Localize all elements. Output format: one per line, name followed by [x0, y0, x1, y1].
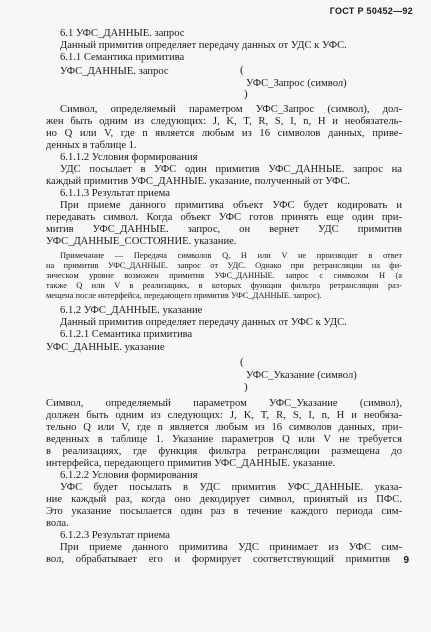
text-line: При приеме данного примитива объект УФС будет кодировать и	[60, 200, 402, 211]
text-line: тельно Q или V, где n является любым из 16 символов данных, при-	[46, 422, 402, 433]
text-line: Символ, определяемый параметром УФС_Запрос (символ), дол-	[60, 104, 402, 115]
text-line: вол, обрабатывает его и формирует соответствующий примитив	[46, 554, 390, 565]
text-line: денных в таблице 1.	[46, 140, 137, 151]
section-6-1-2-heading: 6.1.2 УФС_ДАННЫЕ. указание	[60, 305, 203, 316]
text-line: При приеме данного примитива УДС принимает из УФС сим-	[60, 542, 402, 553]
standard-header: ГОСТ Р 50452—92	[329, 6, 413, 16]
text-line: Данный примитив определяет передачу данных от УДС к УФС.	[60, 40, 347, 51]
open-paren: (	[240, 356, 244, 368]
text-line: митив УФС_ДАННЫЕ. запрос, он вернет УДС примитив	[46, 224, 402, 235]
subsection-heading: 6.1.1.2 Условия формирования	[60, 152, 198, 163]
text-line: Данный примитив определяет передачу данных от УФС к УДС.	[60, 317, 347, 328]
open-paren: (	[240, 64, 244, 76]
note-line: Примечание — Передача символов Q, H или V не производит в ответ	[60, 251, 402, 260]
text-line: УФС_ДАННЫЕ_СОСТОЯНИЕ. указание.	[46, 236, 237, 247]
page-number: 9	[403, 555, 409, 566]
text-line: УФС будет посылать в УДС примитив УФС_ДАННЫЕ. указа-	[60, 482, 402, 493]
text-line: но Q или V, где n является любым из 16 символов данных, приве-	[46, 128, 402, 139]
close-paren: )	[244, 88, 248, 100]
text-line: УДС посылает в УФС один примитив УФС_ДАННЫЕ. запрос на	[60, 164, 402, 175]
primitive-name: УФС_ДАННЫЕ. запрос	[60, 66, 169, 77]
text-line: Символ, определяемый параметром УФС_Указание (символ),	[46, 398, 402, 409]
note-line: также Q или V в реализациях, в которых функция фильтра ретрансляции раз-	[46, 281, 402, 290]
primitive-name: УФС_ДАННЫЕ. указание	[46, 342, 165, 353]
subsection-heading: 6.1.2.3 Результат приема	[60, 530, 171, 541]
text-line: вола.	[46, 518, 69, 529]
text-line: в реализациях, где функция фильтра ретрансляции размещена до	[46, 446, 402, 457]
note-line: мещена после интерфейса, передающего примитив УФС_ДАННЫЕ. запрос).	[46, 291, 322, 300]
note-line: на примитив УФС_ДАННЫЕ. запрос от УДС. Однако при ретрансляции на фи-	[46, 261, 402, 270]
text-line: должен быть одним из следующих: J, K, T, R, S, I, n, H и необяза-	[46, 410, 402, 421]
text-line: интерфейса, передающего примитив УФС_ДАННЫЕ. указание.	[46, 458, 336, 469]
text-line: каждый примитив УФС_ДАННЫЕ. указание, полученный от УФС.	[46, 176, 351, 187]
text-line: веденных в таблице 1. Указание параметров Q или V не требуется	[46, 434, 402, 445]
subsection-heading: 6.1.1.3 Результат приема	[60, 188, 171, 199]
text-line: Это указание посылается один раз в течение каждого периода сим-	[46, 506, 402, 517]
close-paren: )	[244, 381, 248, 393]
primitive-parameter: УФС_Запрос (символ)	[246, 78, 347, 89]
subsection-heading: 6.1.2.1 Семантика примитива	[60, 329, 193, 340]
section-6-1-heading: 6.1 УФС_ДАННЫЕ. запрос	[60, 28, 185, 39]
note-line: зическом уровне возможен примитив УФС_ДАННЫЕ. запрос с символом H (а	[46, 271, 402, 280]
text-line: жен быть одним из следующих: J, K, T, R, S, I, n, H и необязатель-	[46, 116, 402, 127]
primitive-parameter: УФС_Указание (символ)	[246, 370, 357, 381]
text-line: передавать символ. Когда объект УФС готов принять еще один при-	[46, 212, 402, 223]
text-line: ние каждый раз, когда оно декодирует символ, принятый из ПФС.	[46, 494, 402, 505]
subsection-heading: 6.1.2.2 Условия формирования	[60, 470, 198, 481]
subsection-heading: 6.1.1 Семантика примитива	[60, 52, 185, 63]
